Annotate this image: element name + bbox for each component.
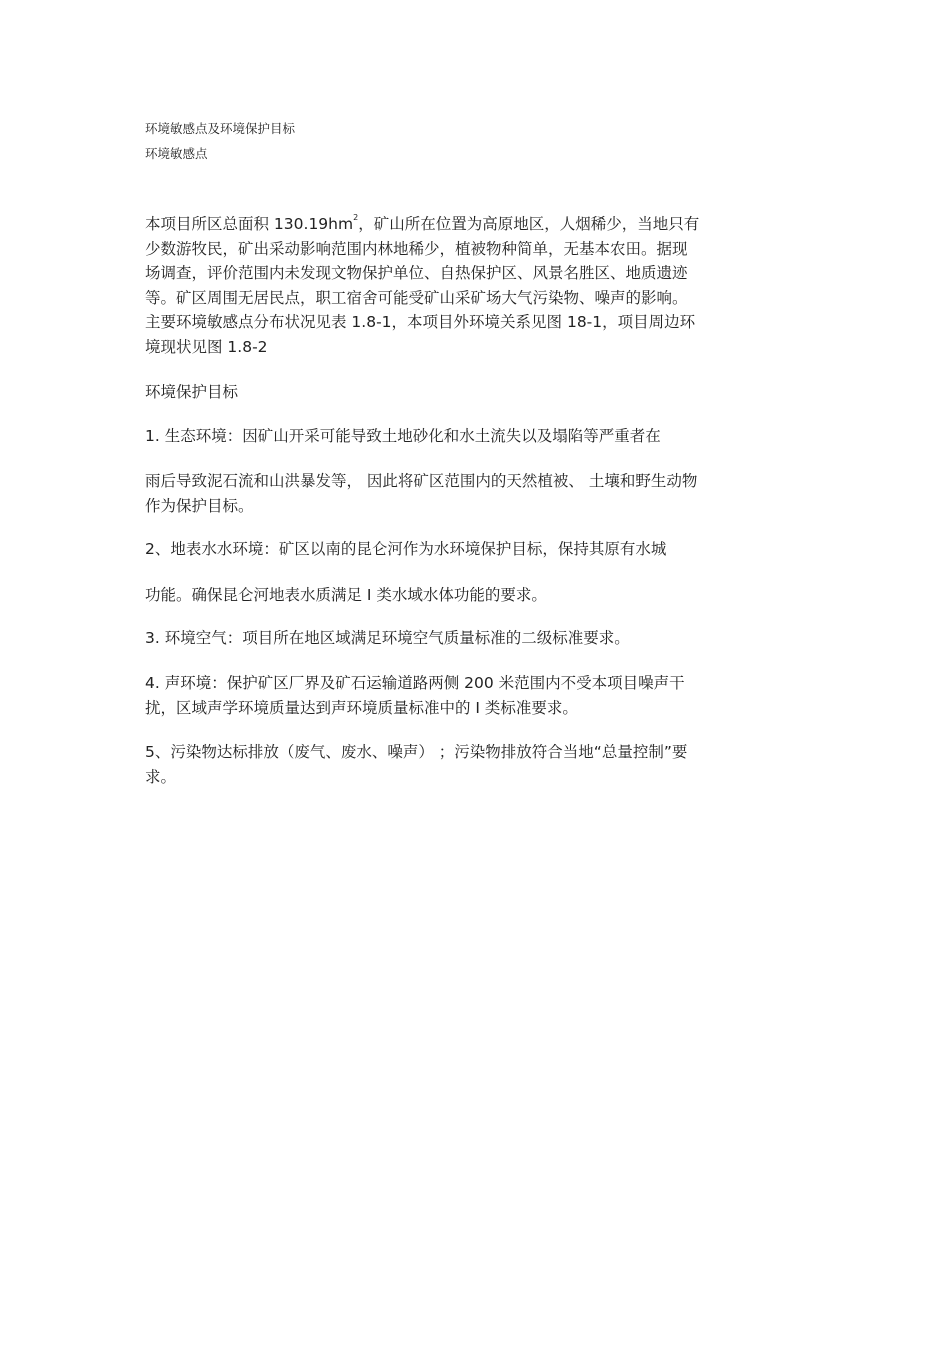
section-title: 环境敏感点及环境保护目标 [145, 121, 296, 136]
item-5-line-2: 求。 [145, 767, 177, 786]
intro-paragraph [145, 212, 805, 359]
item-4 [145, 671, 805, 720]
item-5-line-1: 5、污染物达标排放（废气、废水、噪声） ；污染物排放符合当地“总量控制”要 [145, 743, 688, 761]
item-1-continued [145, 469, 805, 518]
intro-line-1-pre: 本项目所区总面积 130.19hm [145, 215, 354, 233]
item-2-line-1: 2、地表水水环境：矿区以南的昆仑河作为水环境保护目标，保持其原有水城 [145, 540, 667, 558]
item-2-line-2: 功能。确保昆仑河地表水质满足 I 类水域水体功能的要求。 [145, 586, 547, 604]
intro-line-6: 境现状见图 1.8-2 [145, 337, 268, 356]
intro-line-2: 少数游牧民，矿出采动影响范围内林地稀少，植被物种简单，无基本农田。据现 [145, 239, 688, 258]
subsection-title: 环境敏感点 [145, 146, 208, 161]
item-1-line-2: 雨后导致泥石流和山洪暴发等， 因此将矿区范围内的天然植被、 土壤和野生动物 [145, 472, 698, 490]
item-5 [145, 740, 805, 789]
item-1-line-3: 作为保护目标。 [145, 496, 254, 515]
intro-line-1 [145, 212, 805, 237]
protection-heading: 环境保护目标 [145, 383, 239, 401]
item-1-line-1: 1. 生态环境：因矿山开采可能导致土地砂化和水土流失以及塌陷等严重者在 [145, 427, 661, 445]
intro-line-4: 等。矿区周围无居民点，职工宿舍可能受矿山采矿场大气污染物、噪声的影响。 [145, 288, 688, 307]
item-4-line-2: 扰，区域声学环境质量达到声环境质量标准中的 I 类标准要求。 [145, 698, 578, 717]
item-3-line-1: 3. 环境空气：项目所在地区域满足环境空气质量标准的二级标准要求。 [145, 629, 630, 647]
intro-line-5: 主要环境敏感点分布状况见表 1.8-1，本项目外环境关系见图 18-1，项目周边环 [145, 313, 696, 331]
intro-line-1-post: ，矿山所在位置为高原地区，人烟稀少，当地只有 [358, 215, 700, 233]
item-4-line-1: 4. 声环境：保护矿区厂界及矿石运输道路两侧 200 米范围内不受本项目噪声干 [145, 674, 685, 692]
area-unit-superscript: 2 [353, 213, 359, 222]
intro-line-3: 场调查，评价范围内未发现文物保护单位、自热保护区、风景名胜区、地质遗迹 [145, 264, 688, 282]
